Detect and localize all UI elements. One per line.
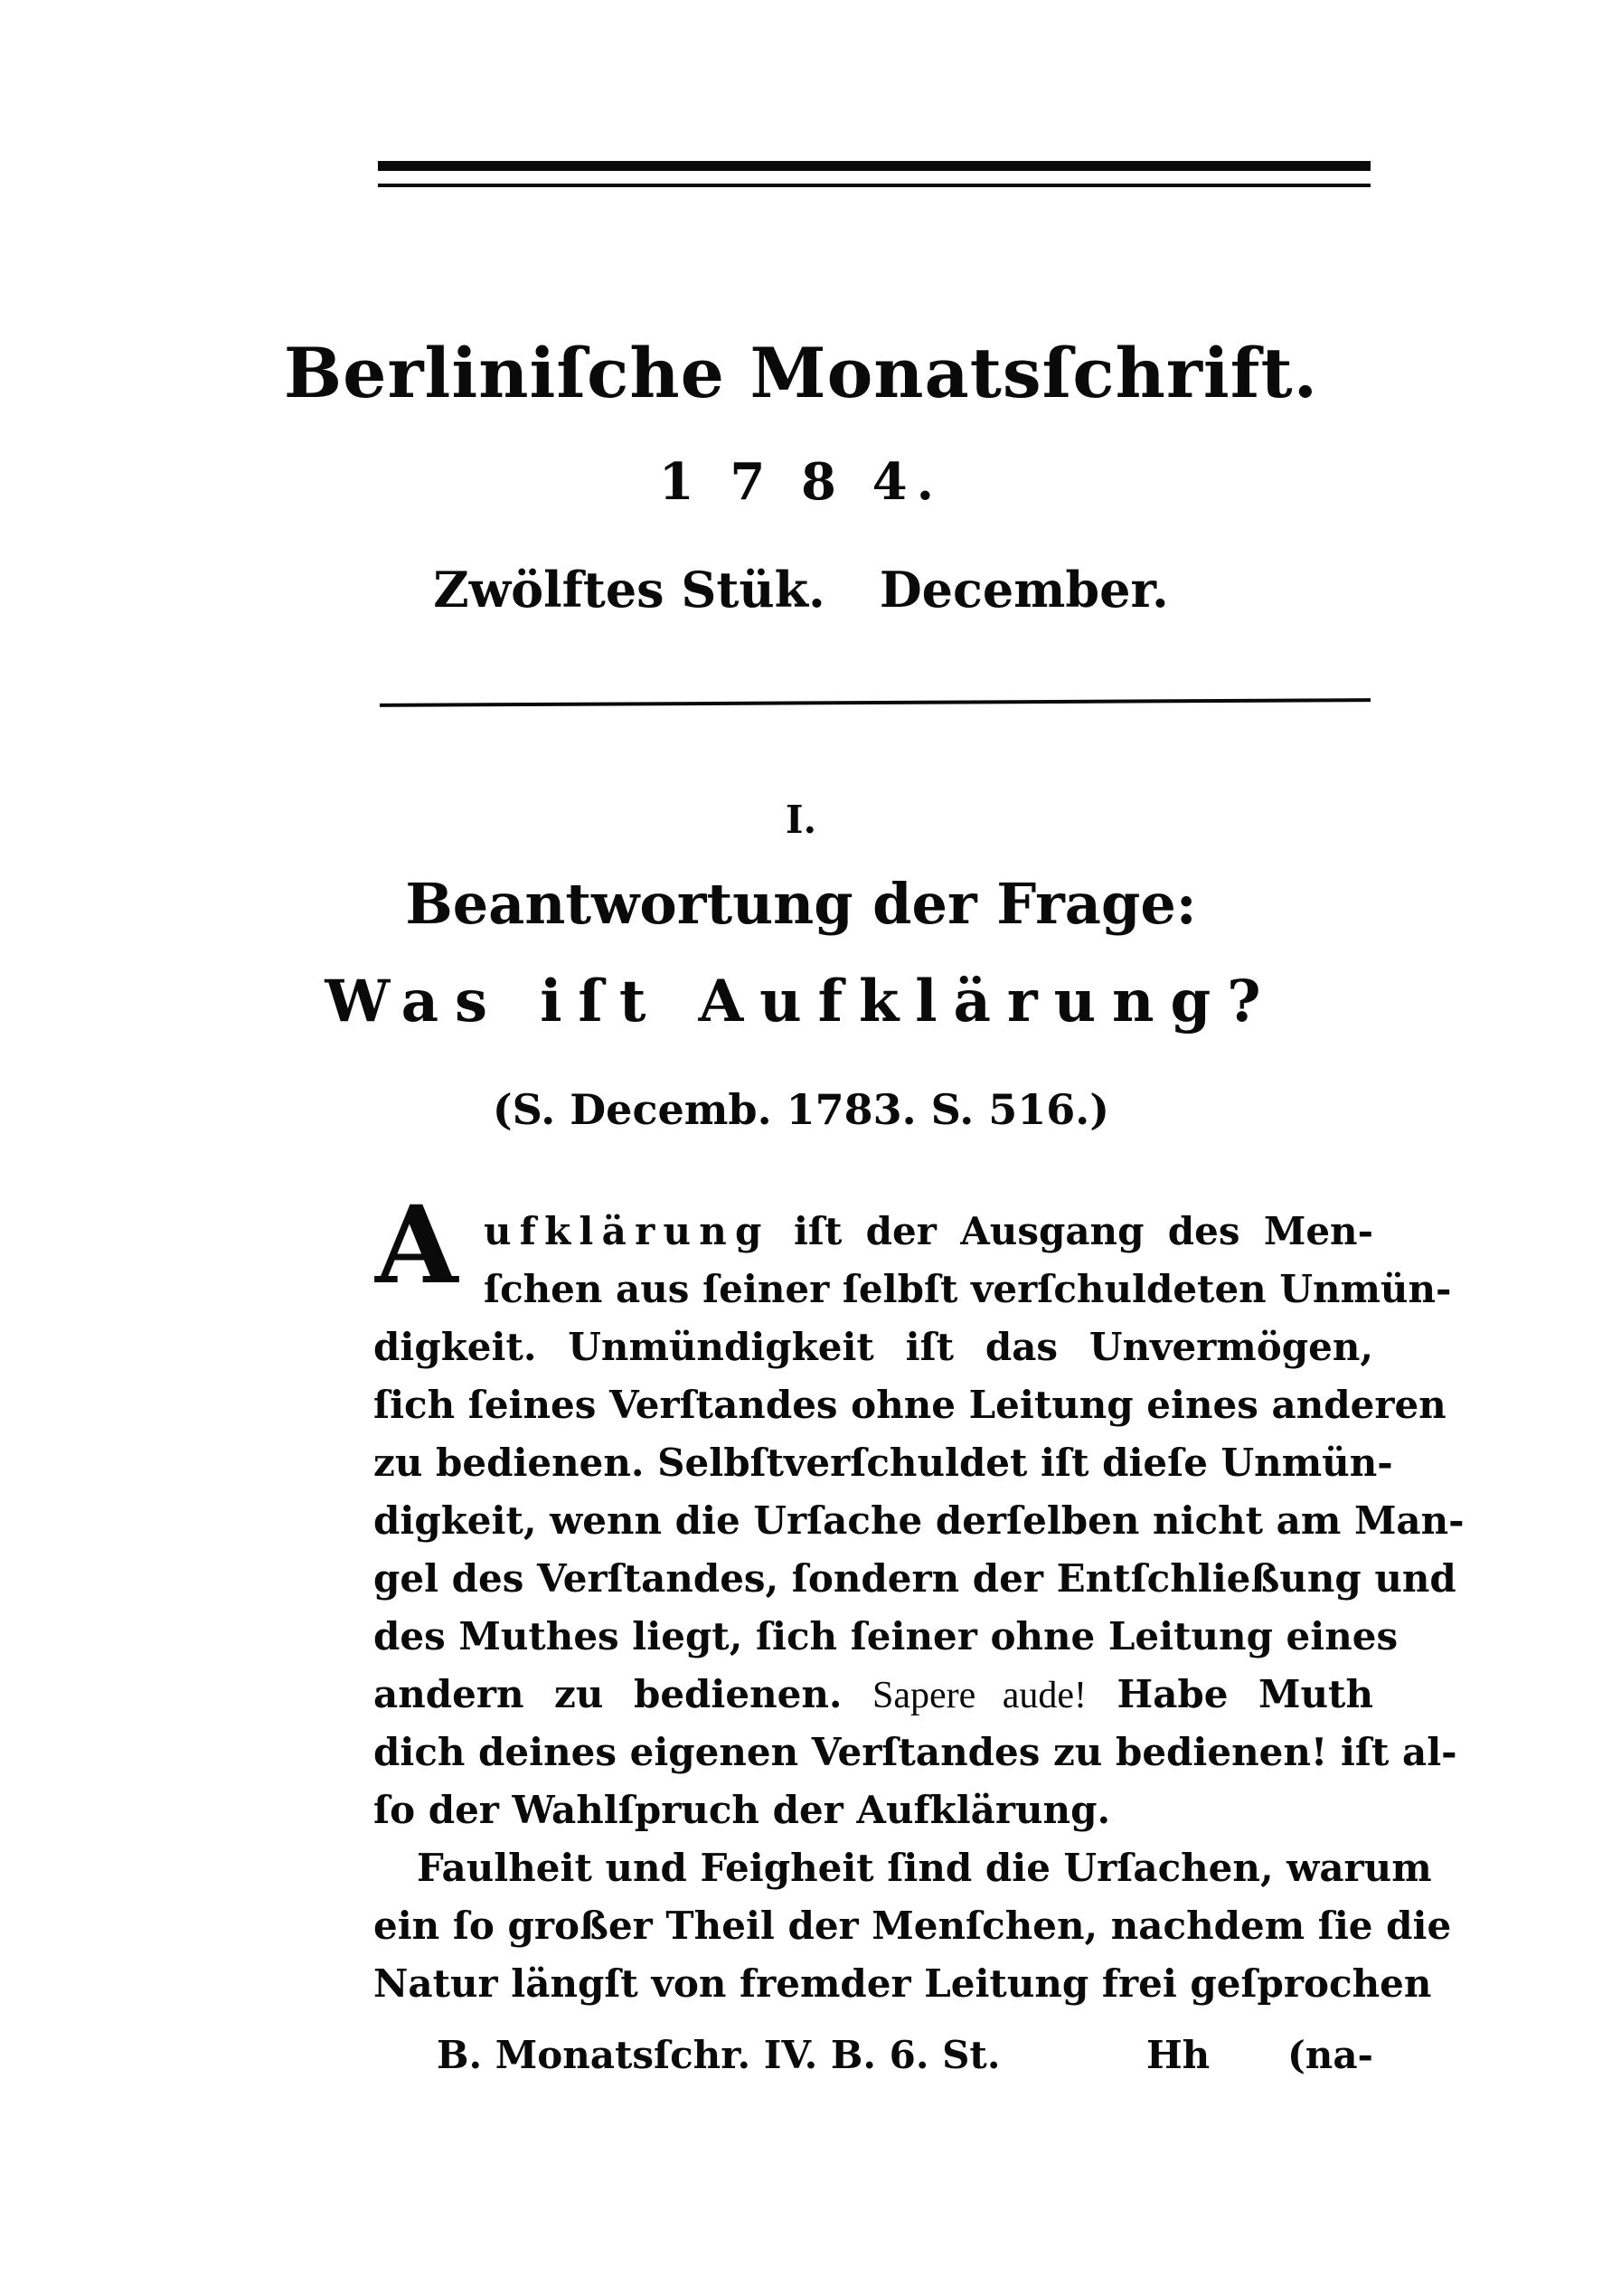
article-title-line1: Beantwortung der Frage: [405, 871, 1197, 937]
body-line-4: ſich ſeines Verſtandes ohne Leitung eines anderen [373, 1383, 1447, 1427]
body-line-12: Faulheit und Feigheit ſind die Urſachen, warum [417, 1846, 1432, 1890]
line9-pre: andern zu bedienen. [373, 1672, 843, 1716]
body-line-10: dich deines eigenen Verſtandes zu bedienen! iſt al- [373, 1730, 1457, 1774]
body-line-9 [373, 1666, 1373, 1724]
article-body [373, 1203, 1465, 2013]
body-line-5: zu bedienen. Selbſtverſchuldet iſt dieſe Unmün- [373, 1441, 1393, 1485]
body-line-1 [373, 1203, 1373, 1261]
article-reference: (S. Decemb. 1783. S. 516.) [492, 1085, 1110, 1134]
lead-word: ufklärung [484, 1209, 770, 1253]
line9-post: Habe Muth [1117, 1672, 1373, 1716]
body-line-8: des Muthes liegt, ſich ſeiner ohne Leitung eines [373, 1614, 1399, 1658]
body-line-2: ſchen aus ſeiner ſelbſt verſchuldeten Unmün- [484, 1267, 1452, 1311]
latin-motto: Sapere aude! [872, 1675, 1087, 1716]
dropcap-initial: A [375, 1182, 458, 1308]
body-line-3: digkeit. Unmündigkeit iſt das Unvermögen, [373, 1325, 1373, 1369]
body-line-6: digkeit, wenn die Urſache derſelben nicht am Man- [373, 1498, 1465, 1543]
line1-rest: iſt der Ausgang des Men- [793, 1209, 1374, 1253]
body-line-14: Natur längſt von fremder Leitung frei geſprochen [373, 1961, 1432, 2006]
divider-rule [380, 698, 1371, 707]
issue-month: December. [879, 561, 1169, 619]
top-rule-thick [378, 161, 1371, 171]
body-line-7: gel des Verſtandes, ſondern der Entſchließung und [373, 1556, 1456, 1601]
footer-catchword: (na- [1286, 2033, 1373, 2077]
article-section-number: I. [785, 798, 817, 842]
footer-gathering-mark: Hh [1146, 2033, 1211, 2077]
masthead-title: Berliniſche Monatsſchrift. [283, 333, 1319, 413]
body-line-11: ſo der Wahlſpruch der Aufklärung. [373, 1788, 1111, 1832]
article-title-line2: Was iſt Aufklärung? [325, 968, 1277, 1035]
issue-number: Zwölftes Stük. [433, 561, 825, 619]
body-line-13: ein ſo großer Theil der Menſchen, nachdem ſie die [373, 1904, 1452, 1948]
page-footer [373, 2033, 1373, 2096]
footer-signature: B. Monatsſchr. IV. B. 6. St. [437, 2033, 1001, 2077]
top-rule-thin [378, 184, 1371, 187]
masthead-issue-line [0, 561, 1602, 619]
masthead-year: 1 7 8 4. [658, 452, 944, 512]
